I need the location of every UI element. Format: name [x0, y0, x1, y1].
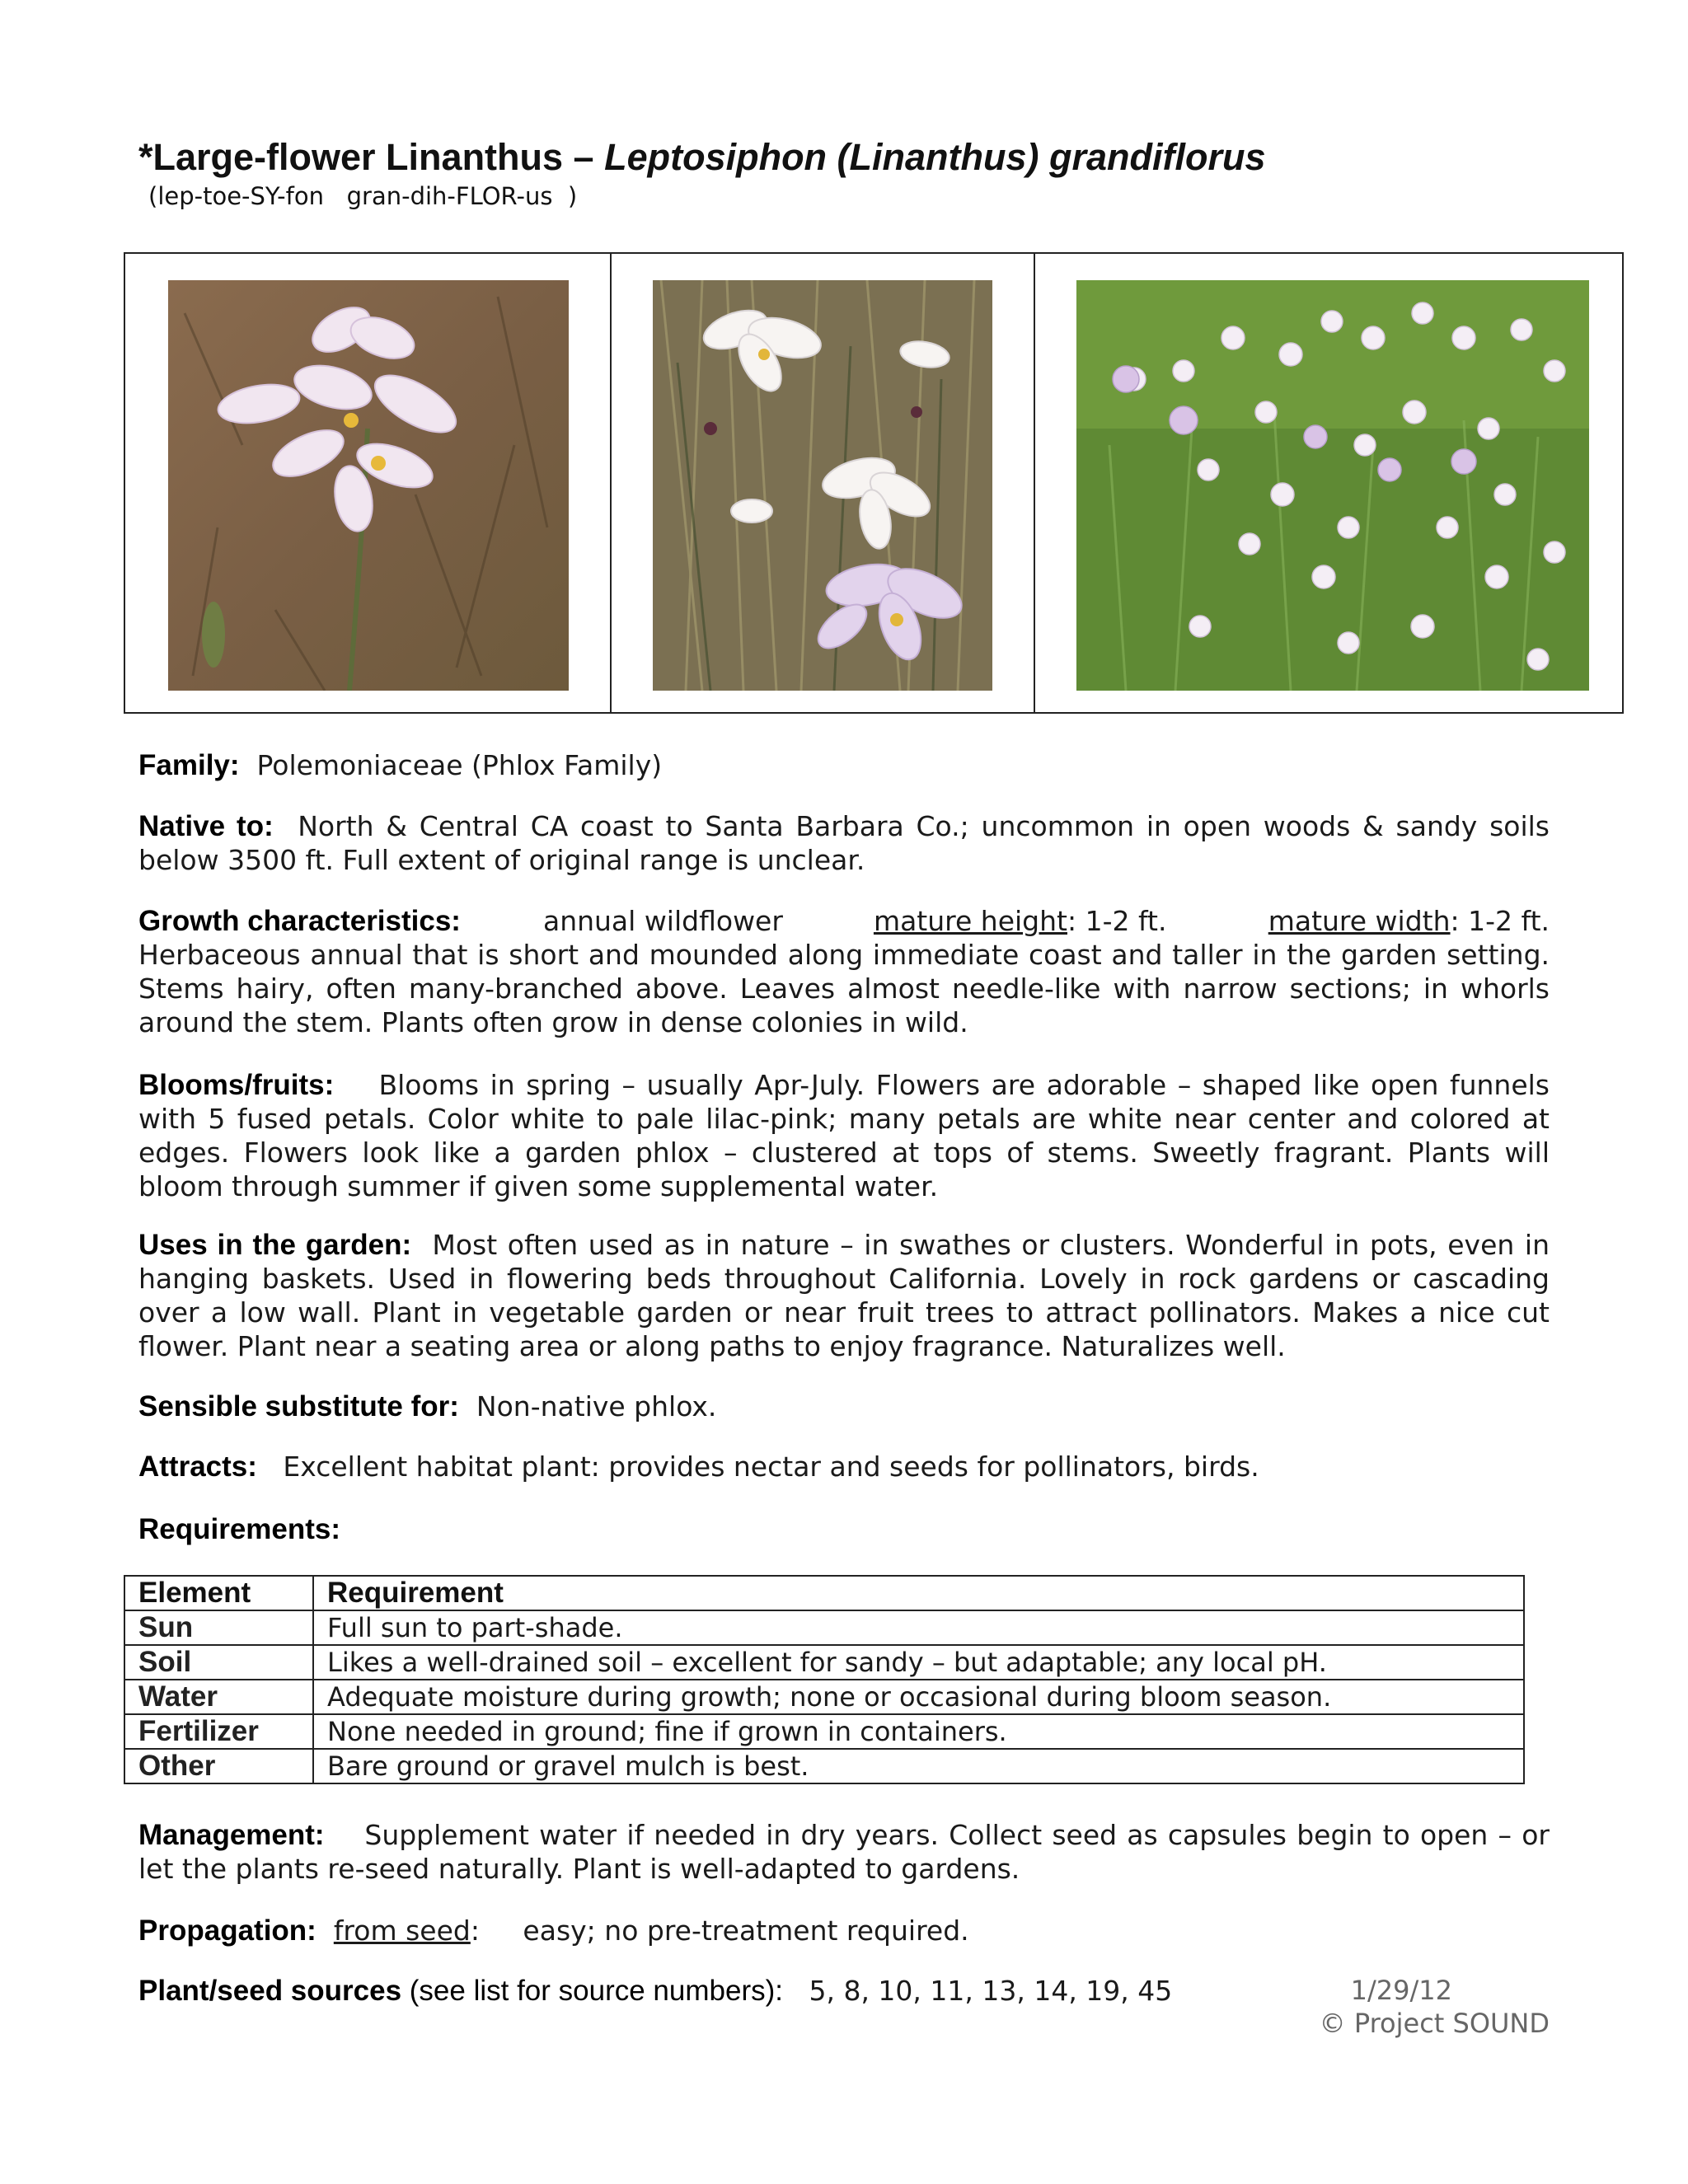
growth-type: annual wildflower: [542, 905, 783, 937]
element-cell: Sun: [124, 1610, 313, 1645]
native-label: Native to:: [138, 810, 274, 842]
table-row: [124, 1680, 1524, 1714]
page-title: [138, 136, 1266, 179]
footer-date: 1/29/12: [1350, 1975, 1452, 2006]
growth-label: Growth characteristics:: [138, 905, 461, 937]
growth-header-line: [138, 904, 1550, 938]
table-header-requirement: Requirement: [313, 1576, 1524, 1610]
blooms-label: Blooms/fruits:: [138, 1069, 335, 1101]
requirement-cell: Likes a well-drained soil – excellent for sandy – but adaptable; any local pH.: [313, 1645, 1524, 1680]
substitute-section: [138, 1390, 1550, 1423]
table-row: [124, 1610, 1524, 1645]
photo-cell-divider: [610, 254, 612, 712]
table-row: [124, 1714, 1524, 1749]
mature-height-label: mature height: [873, 905, 1067, 937]
element-cell: Other: [124, 1749, 313, 1783]
mature-width-value: : 1-2 ft.: [1450, 905, 1550, 937]
element-cell: Water: [124, 1680, 313, 1714]
attracts-value: Excellent habitat plant: provides nectar and seeds for pollinators, birds.: [283, 1451, 1259, 1483]
propagation-method: from seed: [333, 1915, 471, 1947]
attracts-section: [138, 1450, 1550, 1483]
family-section: [138, 748, 1550, 782]
table-header-element: Element: [124, 1576, 313, 1610]
requirement-cell: Adequate moisture during growth; none or occasional during bloom season.: [313, 1680, 1524, 1714]
substitute-label: Sensible substitute for:: [138, 1390, 459, 1422]
photo-cell-divider: [1034, 254, 1035, 712]
requirement-cell: Full sun to part-shade.: [313, 1610, 1524, 1645]
sources-label: Plant/seed sources: [138, 1975, 402, 2007]
requirements-section: [138, 1512, 1550, 1546]
table-header-row: [124, 1576, 1524, 1610]
propagation-label: Propagation:: [138, 1915, 316, 1947]
management-value: Supplement water if needed in dry years. Collect seed as capsules begin to open – or let the plants re-seed naturally. Plant is well-adapted to gardens.: [138, 1819, 1550, 1885]
photo-flower-colony: [1076, 280, 1589, 691]
requirements-label: Requirements:: [138, 1513, 341, 1545]
requirement-cell: None needed in ground; fine if grown in containers.: [313, 1714, 1524, 1749]
growth-section: [138, 904, 1550, 1039]
management-label: Management:: [138, 1819, 325, 1851]
propagation-value: easy; no pre-treatment required.: [523, 1915, 969, 1947]
element-cell: Soil: [124, 1645, 313, 1680]
footer-copyright: © Project SOUND: [1319, 2008, 1550, 2039]
blooms-section: [138, 1068, 1550, 1203]
uses-label: Uses in the garden:: [138, 1229, 412, 1261]
requirements-table: [124, 1575, 1525, 1784]
mature-width-label: mature width: [1268, 905, 1451, 937]
management-section: [138, 1818, 1550, 1886]
uses-section: [138, 1228, 1550, 1363]
table-row: [124, 1645, 1524, 1680]
blooms-value: Blooms in spring – usually Apr-July. Flowers are adorable – shaped like open funnels with 5 fused petals. Color white to pale lilac-pink; many petals are white near center and colored at edges. Flowers look like a garden phlox – clustered at tops of stems. Sweetly fragrant. Plants will bloom through summer if given some supplemental water.: [138, 1069, 1550, 1202]
common-name: *Large-flower Linanthus: [138, 136, 564, 178]
native-value: North & Central CA coast to Santa Barbara Co.; uncommon in open woods & sandy soils below 3500 ft. Full extent of original range is unclear.: [138, 810, 1550, 876]
family-value: Polemoniaceae (Phlox Family): [256, 749, 663, 781]
propagation-colon: :: [470, 1915, 480, 1947]
title-block: [138, 136, 1266, 210]
attracts-label: Attracts:: [138, 1451, 257, 1483]
photo-table: [124, 252, 1624, 714]
footer: [1320, 1974, 1550, 2040]
sources-note: (see list for source numbers):: [401, 1975, 783, 2007]
requirement-cell: Bare ground or gravel mulch is best.: [313, 1749, 1524, 1783]
sources-value: 5, 8, 10, 11, 13, 14, 19, 45: [809, 1975, 1173, 2007]
uses-value: Most often used as in nature – in swathes or clusters. Wonderful in pots, even in hanging baskets. Used in flowering beds throughout California. Lovely in rock gardens or cascading over a low wall. Plant in vegetable garden or near fruit trees to attract pollinators. Makes a nice cut flower. Plant near a seating area or along paths to enjoy fragrance. Naturalizes well.: [138, 1229, 1550, 1362]
photo-flowers-grasses: [653, 280, 992, 691]
photo-flower-closeup: [168, 280, 569, 691]
pronunciation: (lep-toe-SY-fon gran-dih-FLOR-us ): [148, 181, 578, 210]
propagation-section: [138, 1914, 1550, 1947]
title-dash: –: [563, 136, 605, 178]
substitute-value: Non-native phlox.: [476, 1390, 717, 1422]
element-cell: Fertilizer: [124, 1714, 313, 1749]
native-section: [138, 809, 1550, 877]
table-row: [124, 1749, 1524, 1783]
family-label: Family:: [138, 749, 240, 781]
mature-height-value: : 1-2 ft.: [1067, 905, 1167, 937]
growth-description: Herbaceous annual that is short and mounded along immediate coast and taller in the garden setting. Stems hairy, often many-branched above. Leaves almost needle-like with narrow sections; in whorls around the stem. Plants often grow in dense colonies in wild.: [138, 939, 1550, 1038]
scientific-name: Leptosiphon (Linanthus) grandiflorus: [604, 136, 1266, 178]
